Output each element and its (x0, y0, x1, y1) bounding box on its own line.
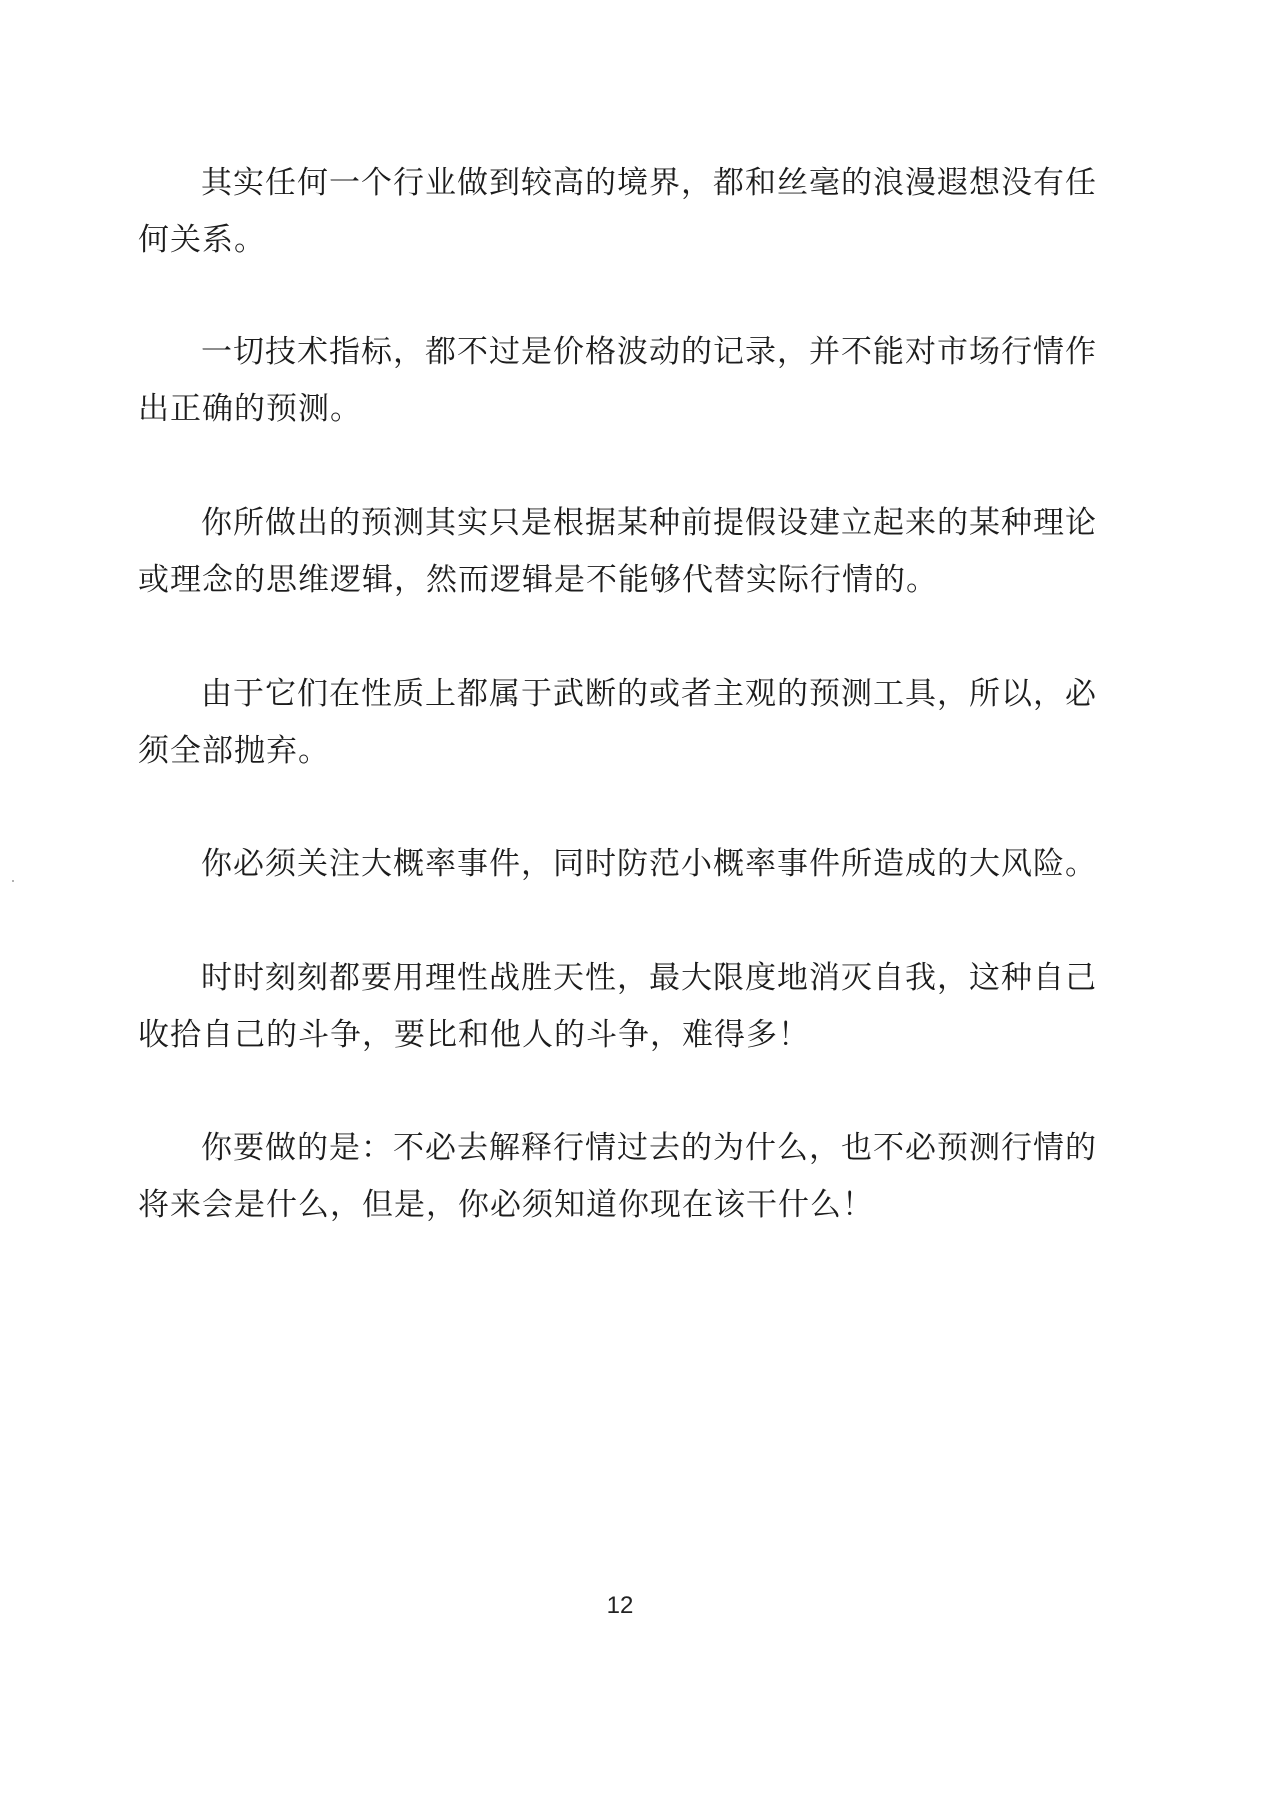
paragraph-line: 你必须关注大概率事件，同时防范小概率事件所造成的大风险。 (201, 846, 1097, 882)
scan-artifact (12, 880, 14, 882)
paragraph-line: 一切技术指标，都不过是价格波动的记录，并不能对市场行情作 (201, 334, 1097, 370)
paragraph-line: 或理念的思维逻辑，然而逻辑是不能够代替实际行情的。 (138, 562, 938, 598)
paragraph-line: 由于它们在性质上都属于武断的或者主观的预测工具，所以，必 (201, 676, 1097, 712)
paragraph-1 (138, 155, 1097, 269)
paragraph-line: 须全部抛弃。 (138, 733, 330, 769)
paragraph-line: 你所做出的预测其实只是根据某种前提假设建立起来的某种理论 (201, 505, 1097, 541)
paragraph-line: 收拾自己的斗争，要比和他人的斗争，难得多！ (138, 1017, 810, 1053)
paragraph-line: 你要做的是：不必去解释行情过去的为什么，也不必预测行情的 (201, 1130, 1097, 1166)
paragraph-2 (138, 324, 1097, 438)
paragraph-line: 何关系。 (138, 222, 266, 258)
paragraph-5 (138, 836, 1097, 893)
paragraph-line: 时时刻刻都要用理性战胜天性，最大限度地消灭自我，这种自己 (201, 960, 1097, 996)
paragraph-line: 其实任何一个行业做到较高的境界，都和丝毫的浪漫遐想没有任 (201, 165, 1097, 201)
page-number: 12 (606, 1592, 634, 1619)
paragraph-3 (138, 495, 1097, 609)
paragraph-line: 将来会是什么，但是，你必须知道你现在该干什么！ (138, 1187, 874, 1223)
paragraph-7 (138, 1120, 1097, 1234)
paragraph-line: 出正确的预测。 (138, 391, 362, 427)
paragraph-6 (138, 950, 1097, 1064)
paragraph-4 (138, 666, 1097, 780)
